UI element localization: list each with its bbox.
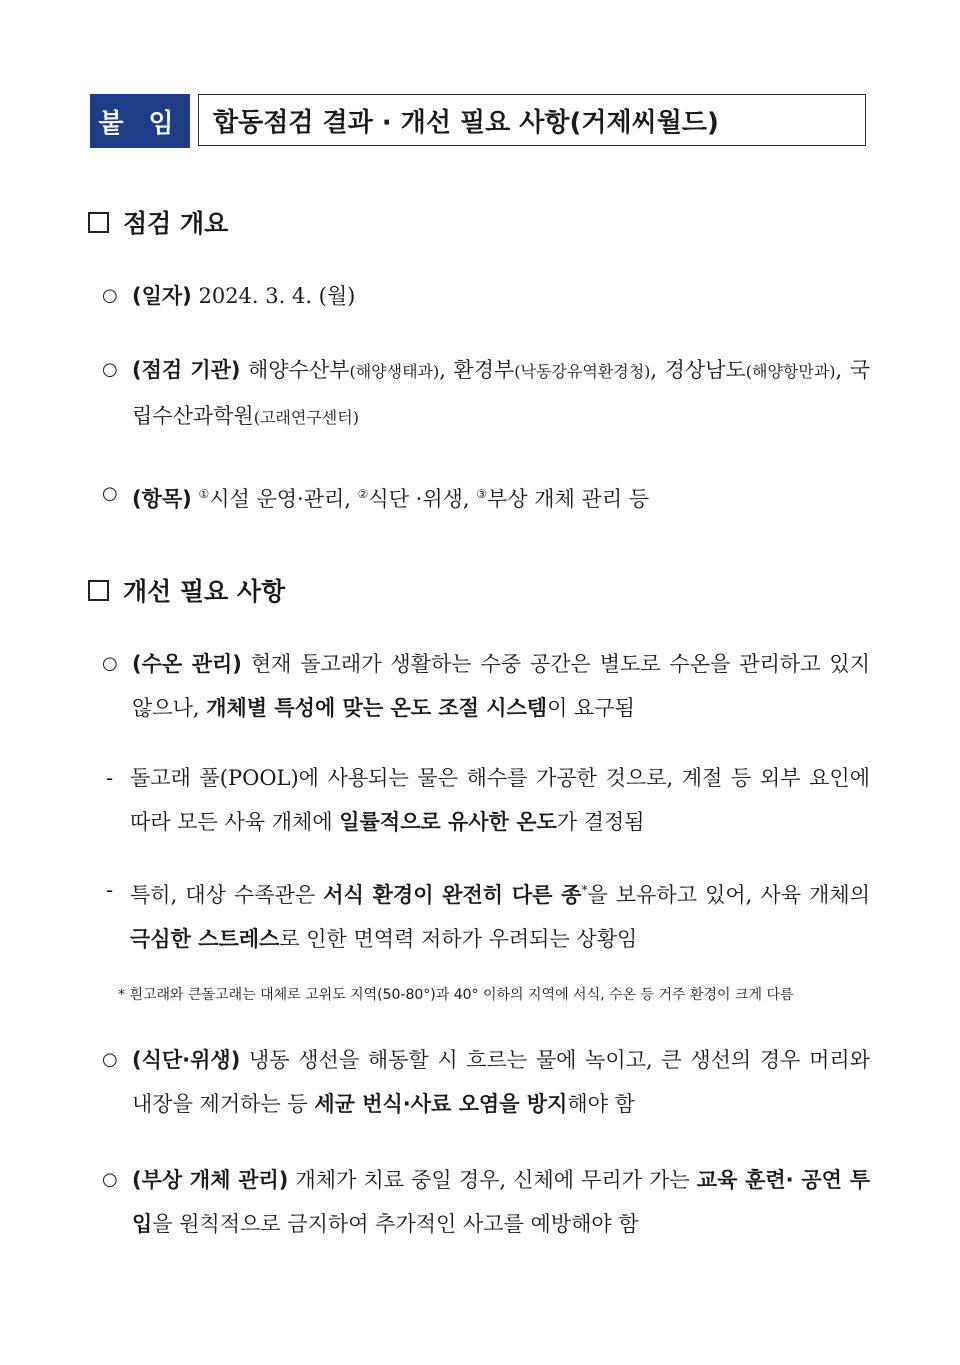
item-emphasis: 극심한 스트레스 bbox=[130, 927, 280, 951]
item-label: (점검 기관) bbox=[132, 358, 241, 382]
item-label: (일자) bbox=[132, 284, 192, 308]
section-overview-heading bbox=[88, 204, 228, 240]
agency-dept: (해양생태과) bbox=[349, 362, 440, 381]
circle-bullet-icon: ○ bbox=[102, 285, 118, 306]
dash-bullet: - bbox=[106, 766, 114, 790]
item-label: (항목) bbox=[132, 487, 192, 511]
item-text: 시설 운영·관리, bbox=[209, 487, 358, 511]
item-emphasis: 개체별 특성에 맞는 온도 조절 시스템 bbox=[206, 696, 548, 720]
agency-dept: (해양항만과) bbox=[745, 362, 836, 381]
attachment-tag: 붙 임 bbox=[90, 94, 190, 148]
item-text: 로 인한 면역력 저하가 우려되는 상황임 bbox=[279, 927, 638, 951]
item-text: 2024. 3. 4. (월) bbox=[198, 284, 356, 308]
agency-dept: (고래연구센터) bbox=[253, 408, 359, 427]
list-item-date bbox=[102, 274, 870, 318]
agency-name: 해양수산부 bbox=[248, 358, 350, 382]
list-item-injury bbox=[102, 1158, 870, 1246]
circle-bullet-icon: ○ bbox=[102, 1049, 118, 1070]
agency-name: , 경상남도 bbox=[650, 358, 746, 382]
list-item-diet bbox=[102, 1038, 870, 1126]
item-text: 을 원칙적으로 금지하여 추가적인 사고를 예방해야 함 bbox=[152, 1212, 639, 1236]
circle-bullet-icon: ○ bbox=[102, 483, 118, 504]
item-text: 이 요구됨 bbox=[547, 696, 635, 720]
item-text: 현재 돌고래가 생활하는 수중 공간은 별도로 수온을 관리하고 있지 않으나, bbox=[132, 652, 870, 720]
document-title: 합동점검 결과 · 개선 필요 사항(거제씨월드) bbox=[198, 94, 866, 146]
item-label: (수온 관리) bbox=[132, 652, 242, 676]
footnote: * 흰고래와 큰돌고래는 대체로 고위도 지역(50-80°)과 40° 이하의 지역에 서식, 수온 등 거주 환경이 크게 다름 bbox=[118, 987, 794, 1003]
list-item-agencies bbox=[102, 348, 870, 440]
item-text: 식단 ·위생, bbox=[368, 487, 477, 511]
item-text: 을 보유하고 있어, 사육 개체의 bbox=[587, 883, 870, 907]
dash-bullet: - bbox=[106, 878, 114, 902]
footnote-marker: * bbox=[581, 883, 588, 897]
item-emphasis: 교육 훈련· 공연 투입 bbox=[132, 1168, 870, 1236]
list-item-water-temp bbox=[102, 642, 870, 730]
item-text: 냉동 생선을 해동할 시 흐르는 물에 녹이고, 큰 생선의 경우 머리와 내장을 제거하는 등 bbox=[132, 1048, 870, 1116]
item-label: (부상 개체 관리) bbox=[132, 1168, 289, 1192]
item-text: 가 결정됨 bbox=[556, 810, 645, 834]
item-emphasis: 일률적으로 유사한 온도 bbox=[339, 810, 557, 834]
item-text: 돌고래 풀(POOL)에 사용되는 물은 해수를 가공한 것으로, 계절 등 외부 요인에 따라 모든 사육 개체에 bbox=[130, 766, 870, 834]
item-emphasis: 세균 번식·사료 오염을 방지 bbox=[314, 1092, 568, 1116]
circle-bullet-icon: ○ bbox=[102, 359, 118, 380]
item-label: (식단·위생) bbox=[132, 1048, 241, 1072]
circle-bullet-icon: ○ bbox=[102, 653, 118, 674]
item-text: 개체가 치료 중일 경우, 신체에 무리가 가는 bbox=[288, 1168, 697, 1192]
checkbox-square-icon bbox=[88, 580, 109, 601]
circle-bullet-icon: ○ bbox=[102, 1169, 118, 1190]
item-number: ③ bbox=[476, 487, 488, 501]
agency-dept: (낙동강유역환경청) bbox=[514, 362, 651, 381]
sub-item-species bbox=[106, 868, 870, 961]
section-title: 개선 필요 사항 bbox=[123, 577, 286, 606]
item-emphasis: 서식 환경이 완전히 다른 종 bbox=[323, 883, 582, 907]
section-improvements-heading bbox=[88, 572, 285, 608]
agency-name: , 환경부 bbox=[439, 358, 515, 382]
checkbox-square-icon bbox=[88, 212, 109, 233]
section-title: 점검 개요 bbox=[123, 209, 229, 238]
item-number: ① bbox=[198, 487, 210, 501]
item-number: ② bbox=[357, 487, 369, 501]
document-header bbox=[90, 94, 868, 148]
item-text: 해야 함 bbox=[567, 1092, 635, 1116]
agency-name: , 국립수산과학원 bbox=[132, 358, 870, 428]
list-item-scope bbox=[102, 472, 870, 521]
item-text: 부상 개체 관리 등 bbox=[487, 487, 650, 511]
sub-item-pool-water bbox=[106, 756, 870, 844]
item-text: 특히, 대상 수족관은 bbox=[130, 883, 324, 907]
